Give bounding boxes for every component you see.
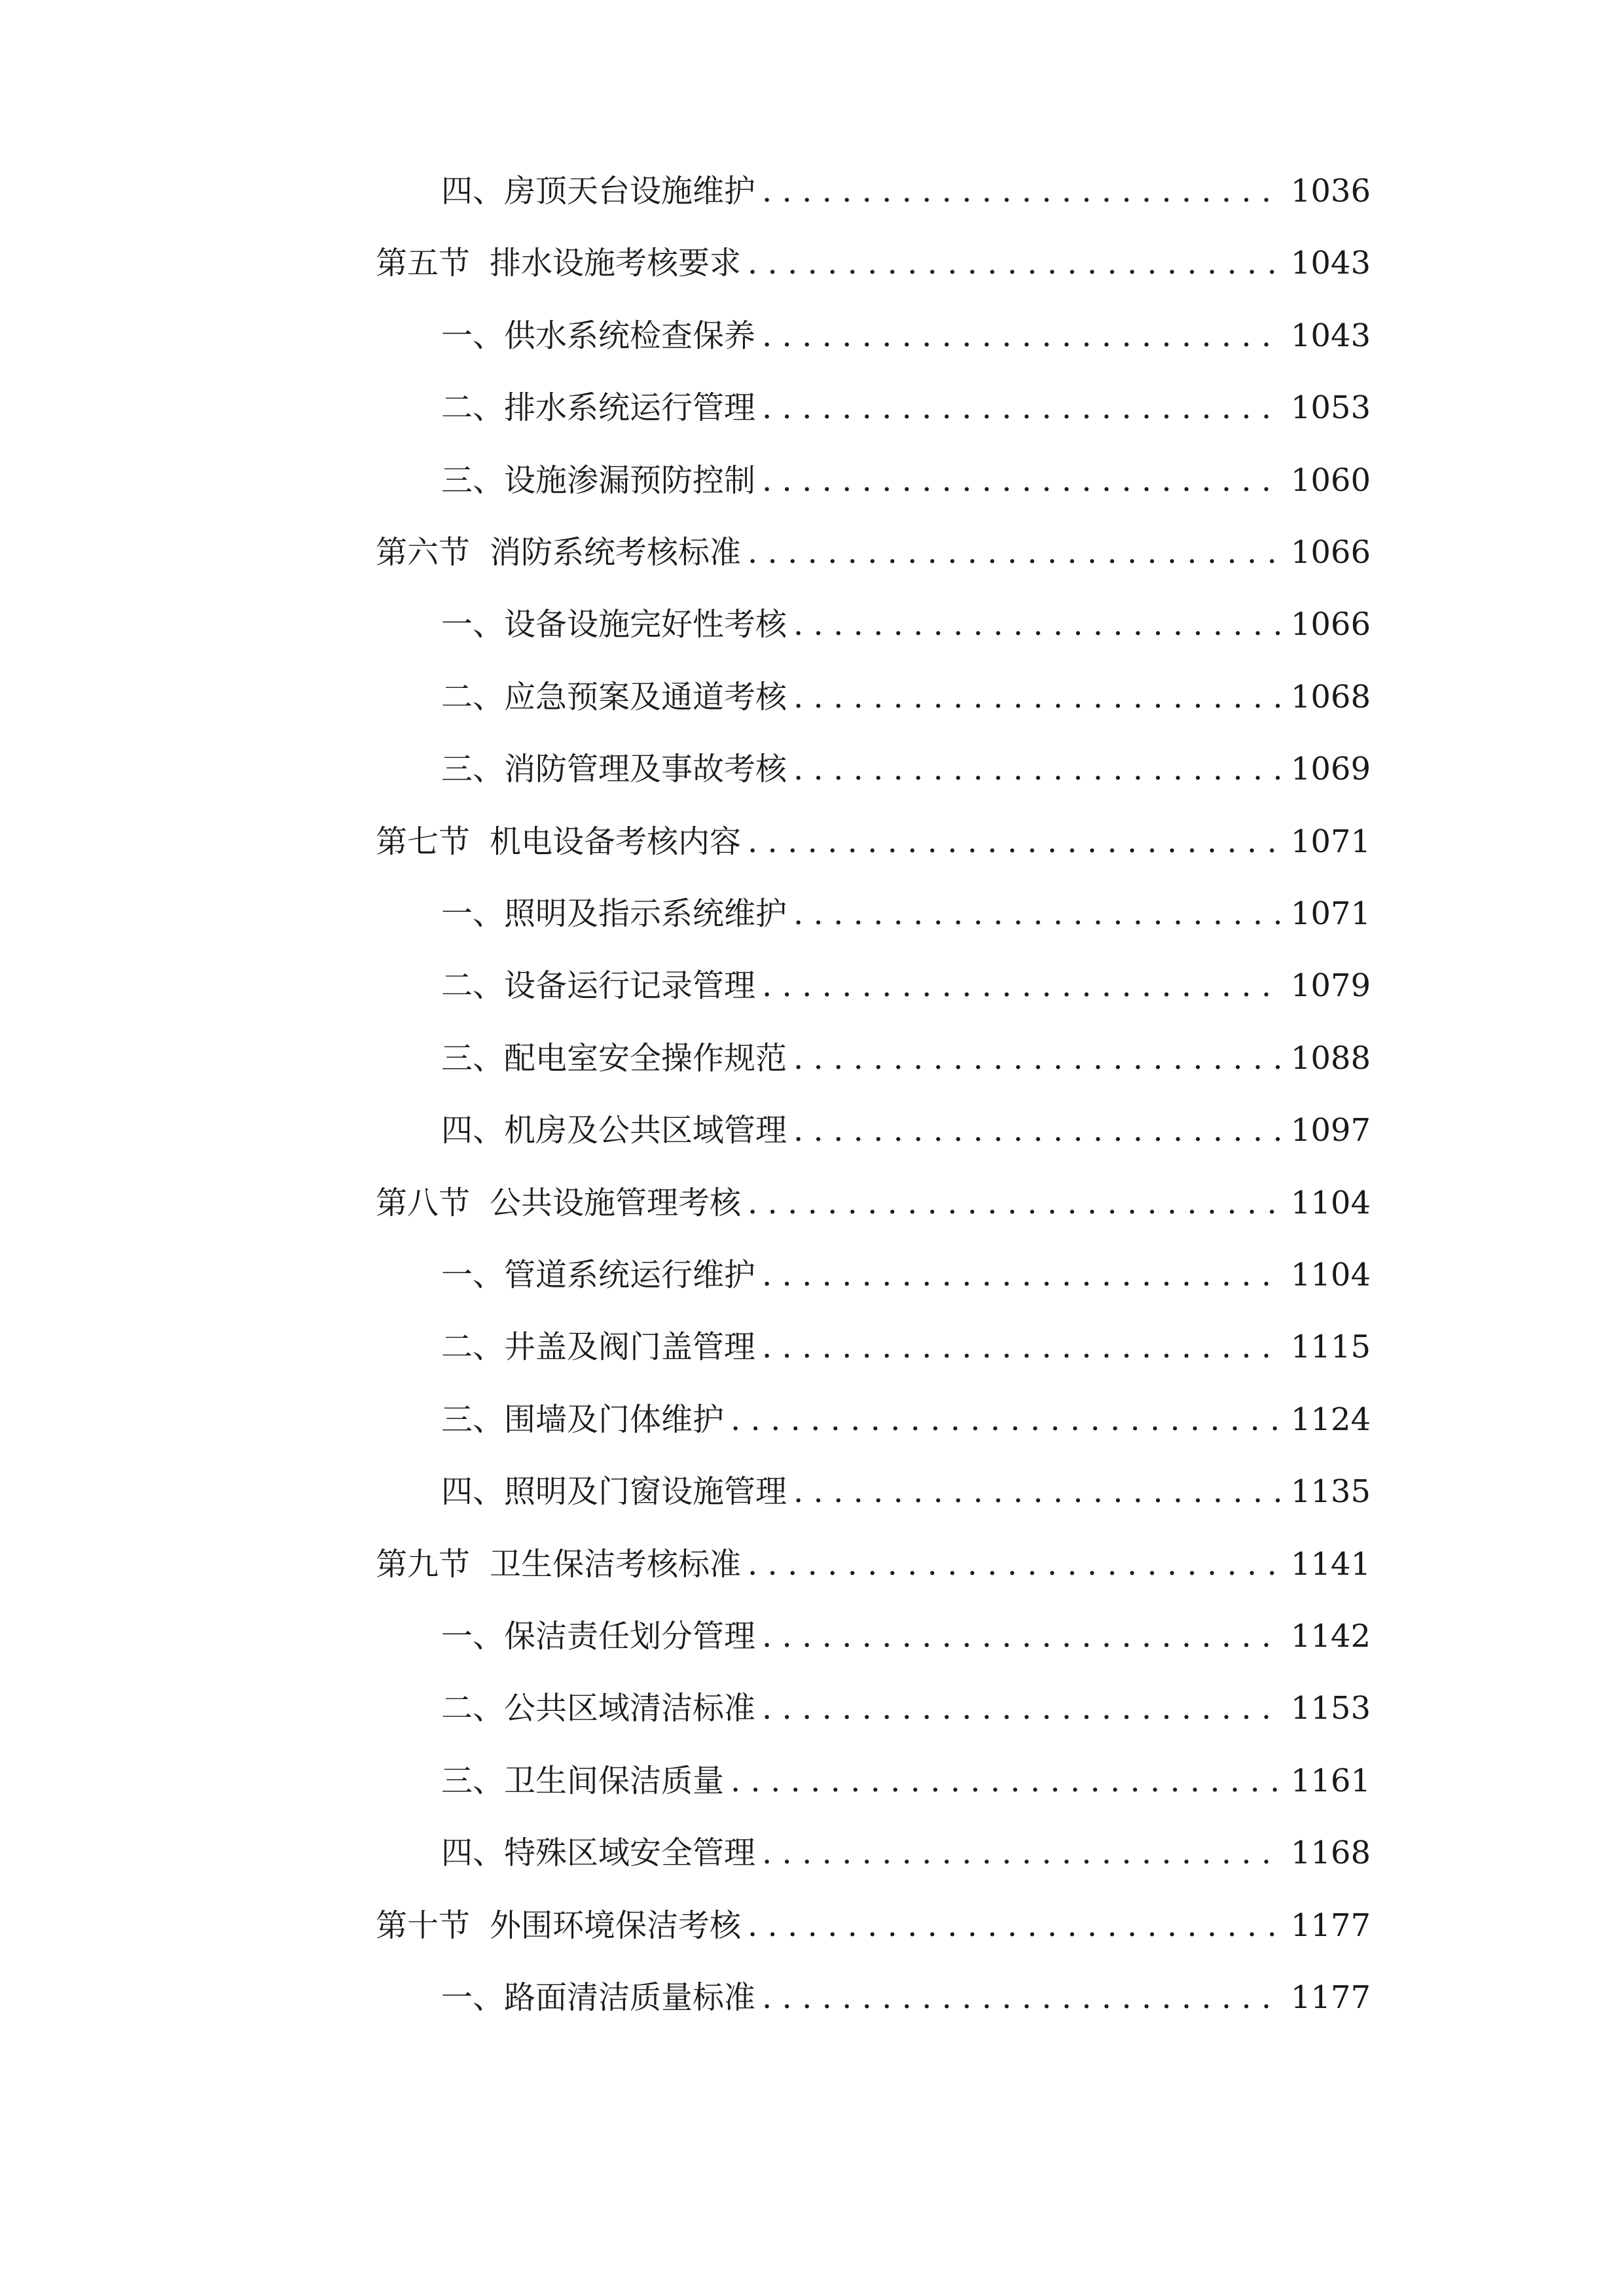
toc-dot-leader: [762, 1249, 1282, 1301]
toc-entry-number: 第八节: [376, 1184, 471, 1221]
toc-page-number: 1124: [1290, 1401, 1371, 1438]
toc-dot-leader: [793, 743, 1282, 795]
toc-dot-leader: [793, 1465, 1282, 1518]
toc-page-number: 1043: [1290, 317, 1371, 354]
toc-entry-number: 四、: [441, 1473, 505, 1511]
toc-entry-number: 一、: [441, 1979, 505, 2016]
toc-subsection-entry[interactable]: [376, 1755, 1371, 1807]
toc-page-number: 1068: [1290, 678, 1371, 715]
toc-page-number: 1066: [1290, 534, 1371, 571]
toc-entry-title: 公共设施管理考核: [490, 1184, 742, 1221]
toc-dot-leader: [793, 888, 1282, 940]
toc-dot-leader: [762, 960, 1282, 1012]
toc-dot-leader: [748, 1899, 1282, 1952]
toc-entry-number: 二、: [441, 967, 505, 1005]
toc-page-number: 1071: [1290, 895, 1371, 932]
toc-subsection-entry[interactable]: [376, 165, 1371, 217]
toc-dot-leader: [731, 1755, 1282, 1807]
toc-entry-title: 排水系统运行管理: [504, 389, 756, 427]
toc-entry-title: 特殊区域安全管理: [504, 1835, 756, 1872]
toc-dot-leader: [762, 454, 1282, 507]
toc-page-number: 1071: [1290, 823, 1371, 860]
toc-entry-number: 二、: [441, 678, 505, 715]
toc-entry-title: 照明及指示系统维护: [504, 895, 787, 932]
toc-subsection-entry[interactable]: [376, 1104, 1371, 1157]
toc-entry-number: 二、: [441, 1690, 505, 1727]
toc-subsection-entry[interactable]: [376, 888, 1371, 940]
toc-entry-title: 房顶天台设施维护: [504, 173, 756, 209]
toc-subsection-entry[interactable]: [376, 1321, 1371, 1373]
toc-page-number: 1161: [1290, 1762, 1371, 1799]
toc-entry-number: 一、: [441, 1618, 505, 1655]
toc-subsection-entry[interactable]: [376, 1682, 1371, 1734]
toc-entry-number: 四、: [441, 173, 505, 209]
toc-dot-leader: [793, 598, 1282, 651]
toc-page-number: 1043: [1290, 245, 1371, 282]
toc-entry-title: 消防管理及事故考核: [504, 751, 787, 788]
toc-dot-leader: [731, 1393, 1282, 1446]
toc-section-entry[interactable]: [376, 816, 1371, 868]
toc-entry-title: 公共区域清洁标准: [504, 1690, 756, 1727]
toc-page-number: 1104: [1290, 1257, 1371, 1293]
toc-entry-title: 照明及门窗设施管理: [504, 1473, 787, 1511]
toc-entry-title: 应急预案及通道考核: [504, 678, 787, 715]
toc-subsection-entry[interactable]: [376, 310, 1371, 362]
toc-subsection-entry[interactable]: [376, 1249, 1371, 1301]
toc-page-number: 1079: [1290, 967, 1371, 1005]
toc-entry-title: 配电室安全操作规范: [504, 1039, 787, 1077]
toc-entry-title: 管道系统运行维护: [504, 1257, 756, 1293]
toc-entry-number: 三、: [441, 461, 505, 499]
toc-page-number: 1177: [1290, 1979, 1371, 2016]
toc-entry-number: 三、: [441, 1401, 505, 1438]
toc-entry-number: 第六节: [376, 534, 471, 571]
toc-subsection-entry[interactable]: [376, 1465, 1371, 1518]
toc-entry-number: 第十节: [376, 1907, 471, 1944]
toc-section-entry[interactable]: [376, 526, 1371, 579]
toc-dot-leader: [748, 237, 1282, 289]
toc-page-number: 1069: [1290, 751, 1371, 788]
toc-entry-number: 三、: [441, 751, 505, 788]
toc-entry-title: 消防系统考核标准: [490, 534, 742, 571]
toc-entry-number: 一、: [441, 606, 505, 643]
toc-page-number: 1097: [1290, 1112, 1371, 1149]
toc-dot-leader: [762, 1321, 1282, 1373]
toc-subsection-entry[interactable]: [376, 1610, 1371, 1662]
toc-entry-number: 二、: [441, 1329, 505, 1366]
toc-entry-title: 设备运行记录管理: [504, 967, 756, 1005]
toc-dot-leader: [762, 1682, 1282, 1734]
toc-entry-title: 井盖及阀门盖管理: [504, 1329, 756, 1366]
toc-page-number: 1036: [1290, 173, 1371, 209]
toc-dot-leader: [762, 1971, 1282, 2024]
toc-entry-title: 卫生保洁考核标准: [490, 1545, 742, 1583]
toc-entry-title: 排水设施考核要求: [490, 245, 742, 282]
toc-subsection-entry[interactable]: [376, 1971, 1371, 2024]
toc-entry-title: 外围环境保洁考核: [490, 1907, 742, 1944]
toc-subsection-entry[interactable]: [376, 1032, 1371, 1085]
toc-dot-leader: [793, 671, 1282, 723]
toc-entry-title: 供水系统检查保养: [504, 317, 756, 354]
toc-entry-title: 围墙及门体维护: [504, 1401, 725, 1438]
toc-entry-title: 设施渗漏预防控制: [504, 461, 756, 499]
toc-dot-leader: [793, 1104, 1282, 1157]
toc-entry-number: 三、: [441, 1762, 505, 1799]
toc-entry-number: 二、: [441, 389, 505, 427]
toc-entry-number: 三、: [441, 1039, 505, 1077]
toc-section-entry[interactable]: [376, 1538, 1371, 1590]
toc-dot-leader: [762, 382, 1282, 434]
toc-subsection-entry[interactable]: [376, 1827, 1371, 1879]
toc-dot-leader: [793, 1032, 1282, 1085]
toc-dot-leader: [762, 310, 1282, 362]
toc-dot-leader: [748, 526, 1282, 579]
toc-subsection-entry[interactable]: [376, 382, 1371, 434]
toc-dot-leader: [762, 1827, 1282, 1879]
toc-entry-number: 四、: [441, 1835, 505, 1872]
toc-page-number: 1066: [1290, 606, 1371, 643]
toc-page-number: 1088: [1290, 1039, 1371, 1077]
toc-page-number: 1060: [1290, 461, 1371, 499]
toc-entry-title: 保洁责任划分管理: [504, 1618, 756, 1655]
toc-section-entry[interactable]: [376, 1177, 1371, 1229]
toc-entry-title: 卫生间保洁质量: [504, 1762, 725, 1799]
toc-dot-leader: [748, 1538, 1282, 1590]
toc-subsection-entry[interactable]: [376, 454, 1371, 507]
toc-page-number: 1168: [1290, 1835, 1371, 1872]
toc-entry-number: 一、: [441, 895, 505, 932]
toc-entry-title: 机电设备考核内容: [490, 823, 742, 860]
toc-page-number: 1142: [1290, 1618, 1371, 1655]
toc-page-number: 1153: [1290, 1690, 1371, 1727]
toc-entry-number: 一、: [441, 1257, 505, 1293]
toc-section-entry[interactable]: [376, 237, 1371, 289]
toc-dot-leader: [762, 165, 1282, 217]
toc-entry-number: 第五节: [376, 245, 471, 282]
toc-entry-number: 四、: [441, 1112, 505, 1149]
toc-page-number: 1115: [1290, 1329, 1371, 1366]
toc-page-number: 1135: [1290, 1473, 1371, 1511]
toc-entry-title: 路面清洁质量标准: [504, 1979, 756, 2016]
toc-subsection-entry[interactable]: [376, 598, 1371, 651]
toc-section-entry[interactable]: [376, 1899, 1371, 1952]
toc-subsection-entry[interactable]: [376, 1393, 1371, 1446]
toc-entry-number: 第七节: [376, 823, 471, 860]
toc-dot-leader: [748, 1177, 1282, 1229]
toc-dot-leader: [748, 816, 1282, 868]
toc-dot-leader: [762, 1610, 1282, 1662]
toc-page-number: 1177: [1290, 1907, 1371, 1944]
toc-entry-title: 设备设施完好性考核: [504, 606, 787, 643]
toc-page-number: 1141: [1290, 1545, 1371, 1583]
toc-entry-title: 机房及公共区域管理: [504, 1112, 787, 1149]
toc-page-number: 1053: [1290, 389, 1371, 427]
toc-subsection-entry[interactable]: [376, 743, 1371, 795]
toc-page-number: 1104: [1290, 1184, 1371, 1221]
toc-entry-number: 一、: [441, 317, 505, 354]
toc-entry-number: 第九节: [376, 1545, 471, 1583]
toc-subsection-entry[interactable]: [376, 960, 1371, 1012]
toc-subsection-entry[interactable]: [376, 671, 1371, 723]
